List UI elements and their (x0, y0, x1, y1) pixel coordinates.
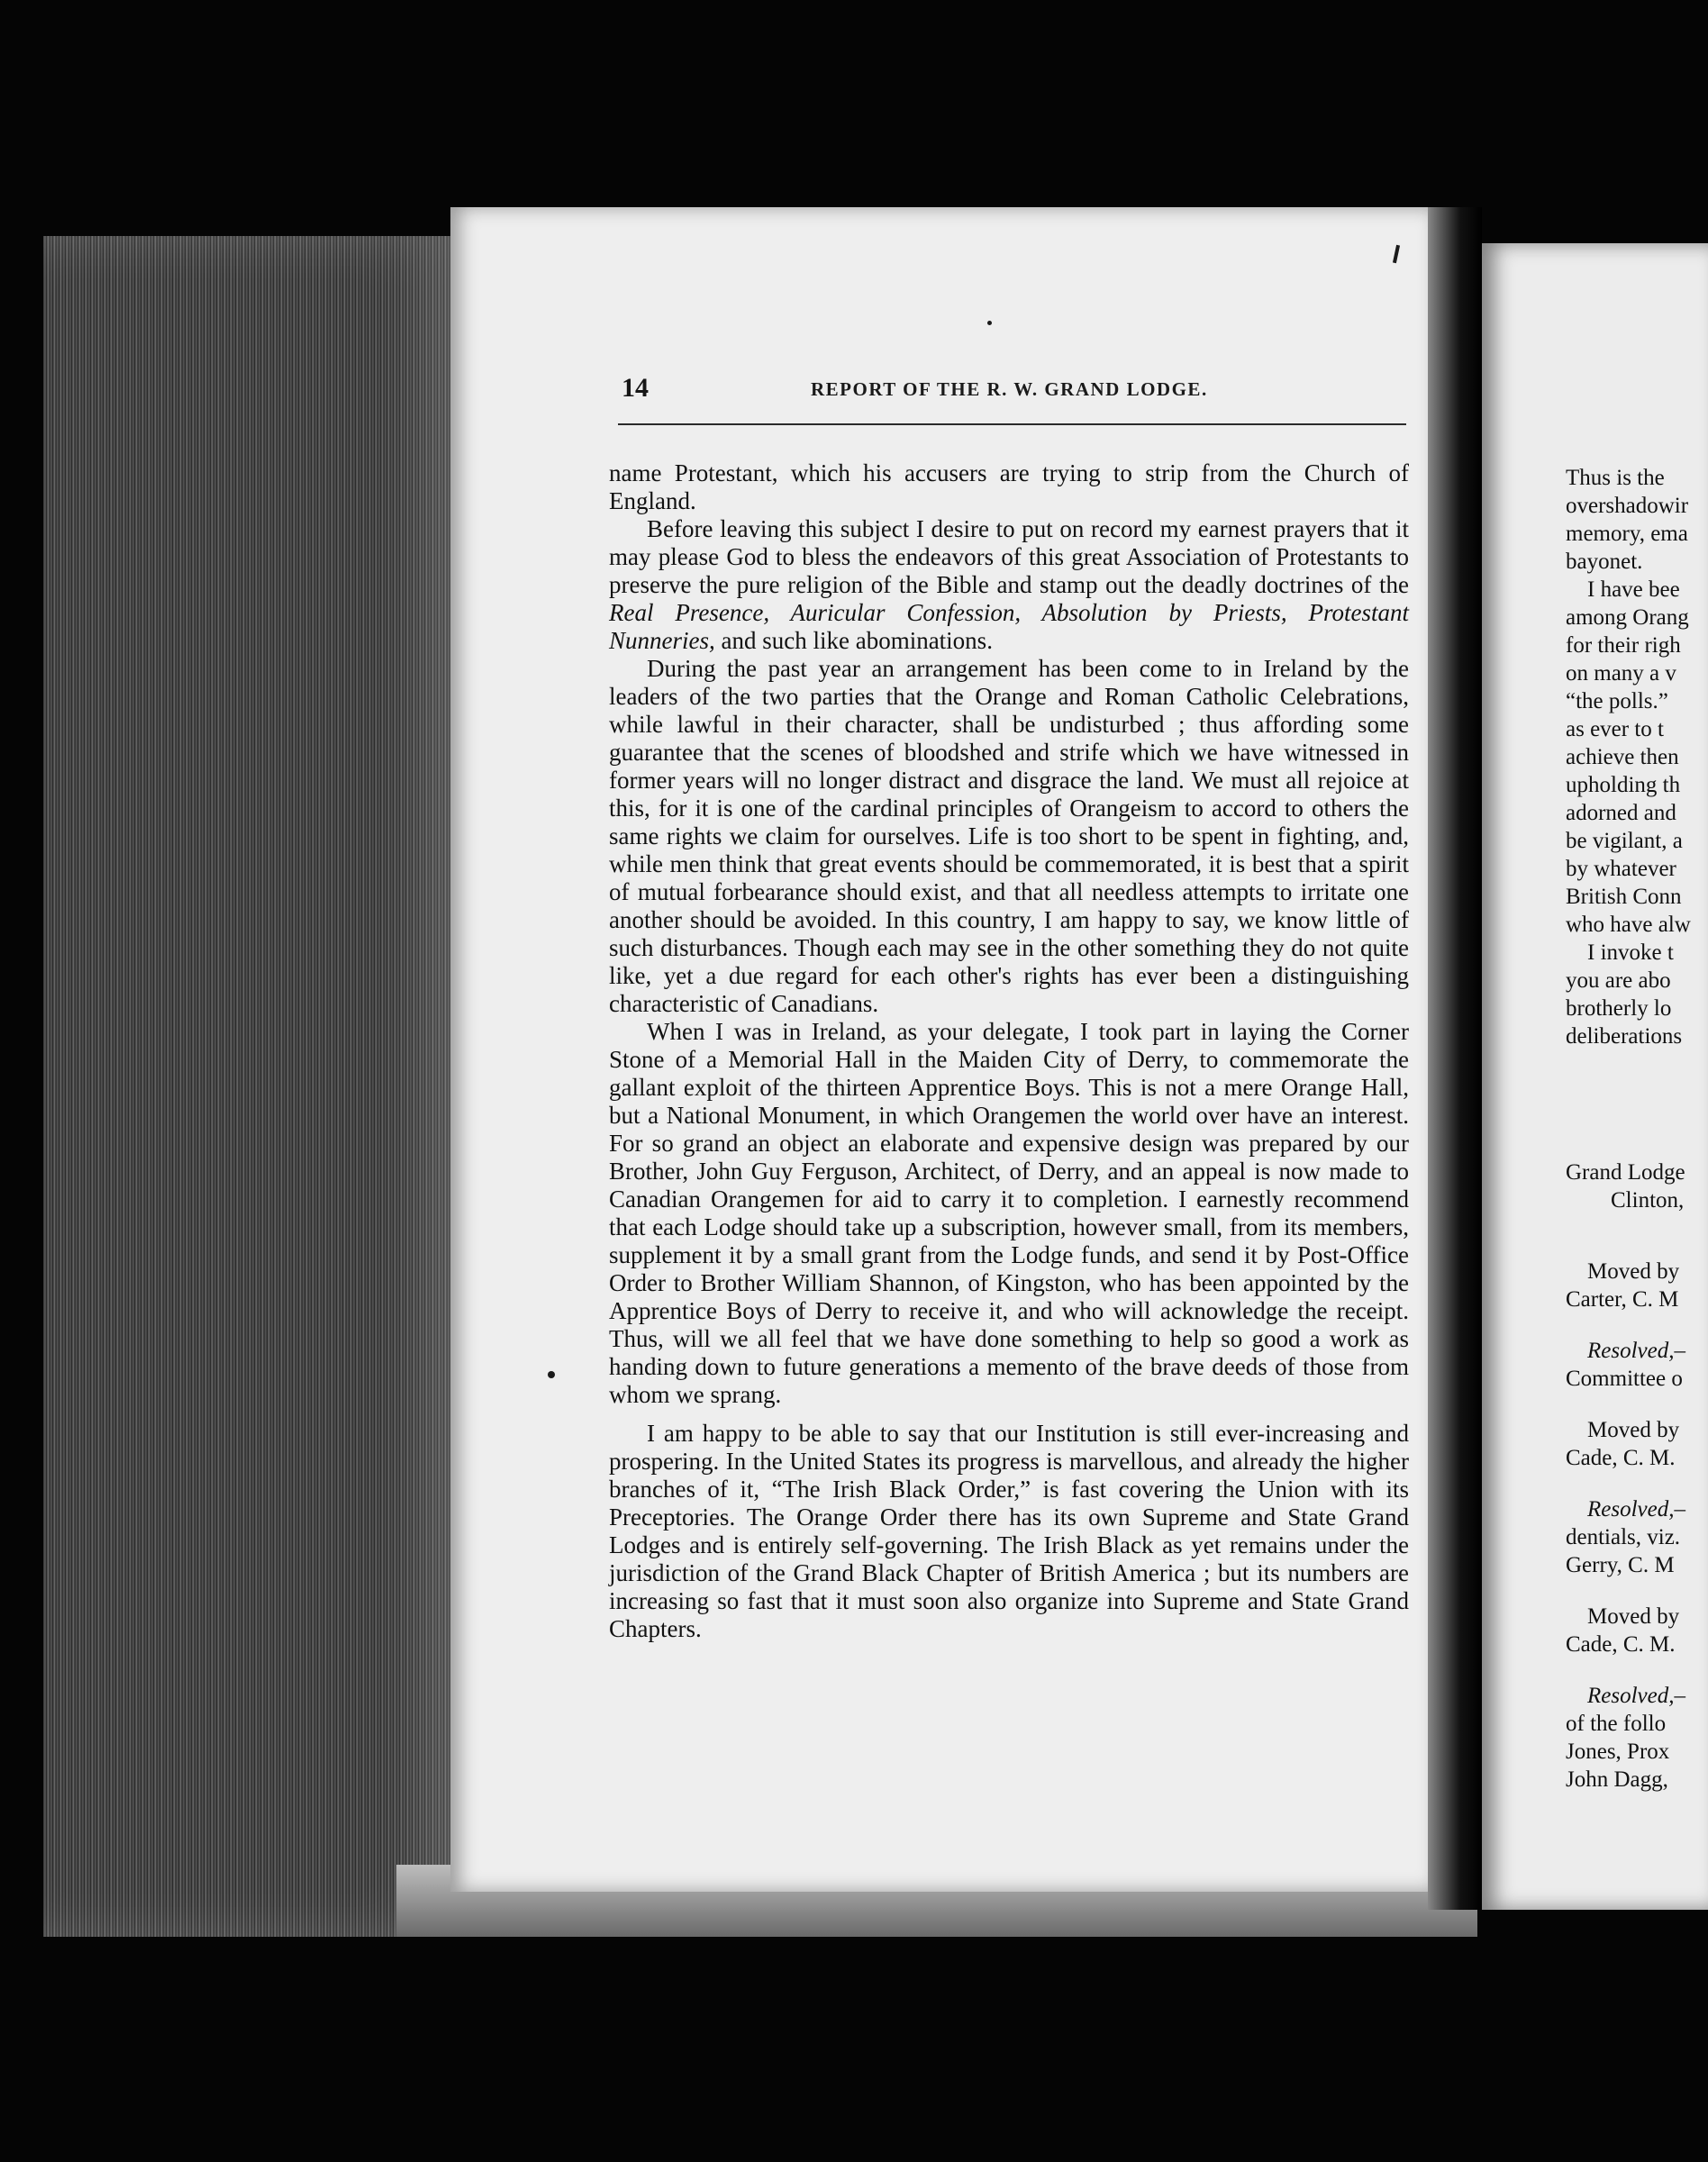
right-line (1566, 1495, 1708, 1523)
right-moved-2 (1566, 1416, 1708, 1472)
right-line: Carter, C. M (1566, 1287, 1679, 1312)
right-line: on many a v (1566, 661, 1676, 686)
right-line: be vigilant, a (1566, 829, 1683, 853)
book-page-edges (43, 236, 458, 1937)
right-line: for their righ (1566, 633, 1681, 658)
right-page-column (1566, 464, 1708, 1794)
right-line: upholding th (1566, 773, 1681, 797)
paragraph-2 (609, 515, 1409, 655)
running-head (622, 373, 1423, 409)
right-line: achieve then (1566, 745, 1679, 769)
right-line: Gerry, C. M (1566, 1553, 1675, 1577)
header-title: REPORT OF THE R. W. GRAND LODGE. (811, 378, 1208, 400)
right-line: overshadowir (1566, 494, 1689, 518)
right-moved-3 (1566, 1603, 1708, 1658)
right-line: by whatever (1566, 857, 1676, 881)
right-grand-lodge (1566, 1158, 1708, 1214)
right-line: “the polls.” (1566, 689, 1668, 713)
book-gutter (1428, 207, 1482, 1910)
right-line: Moved by (1587, 1259, 1680, 1284)
right-line: I invoke t (1587, 940, 1674, 965)
right-line: Moved by (1587, 1418, 1680, 1442)
paragraph-2-text-b: and such like abominations. (714, 627, 993, 654)
ink-speck (987, 321, 992, 325)
right-moved-1 (1566, 1258, 1708, 1313)
resolved-italic: Resolved,– (1587, 1497, 1685, 1522)
right-line: Cade, C. M. (1566, 1632, 1676, 1657)
paragraph-4: When I was in Ireland, as your delegate, I took part in laying the Corner Stone of a Memorial Hall in the Maiden City of Derry, to commemorate the gallant exploit of the thirteen Apprentice Boys. This is not a mere Orange Hall, but a National Monument, in which Orangemen the world over have an interest. For so grand an object an elaborate and expensive design was prepared by our Brother, John Guy Ferguson, Architect, of Derry, and an appeal is now made to Canadian Orangemen for aid to carry it to completion. I earnestly recommend that each Lodge should take up a subscription, however small, from its members, supplement it by a small grant from the Lodge funds, and send it by Post-Office Order to Brother William Shannon, of Kingston, who has been appointed by the Apprentice Boys of Derry to receive it, and who will acknowledge the receipt. Thus, will we all feel that we have done something to help so good a work as handing down to future generations a memento of the brave deeds of those from whom we sprang. (609, 1018, 1409, 1408)
right-line: Committee o (1566, 1367, 1683, 1391)
header-rule (618, 423, 1406, 425)
right-block-a (1566, 464, 1708, 576)
right-block-b (1566, 576, 1708, 939)
right-line (1566, 1682, 1708, 1710)
right-line: Jones, Prox (1566, 1740, 1670, 1764)
right-line: adorned and (1566, 801, 1676, 825)
right-line: dentials, viz. (1566, 1525, 1681, 1549)
page-number: 14 (622, 373, 649, 403)
right-line: Thus is the (1566, 466, 1665, 490)
right-line: among Orang (1566, 605, 1689, 630)
right-line: Cade, C. M. (1566, 1446, 1676, 1470)
right-line (1566, 1337, 1708, 1365)
right-line: British Conn (1566, 885, 1682, 909)
right-resolved-3 (1566, 1682, 1708, 1794)
right-line: bayonet. (1566, 550, 1643, 574)
right-line: memory, ema (1566, 522, 1688, 546)
ink-speck (548, 1371, 555, 1378)
right-line: brotherly lo (1566, 996, 1672, 1021)
right-line: Moved by (1587, 1604, 1680, 1629)
right-line: of the follo (1566, 1712, 1667, 1736)
right-line: deliberations (1566, 1024, 1683, 1049)
body-text (609, 459, 1409, 1643)
right-resolved-1 (1566, 1337, 1708, 1393)
right-resolved-2 (1566, 1495, 1708, 1579)
right-block-c (1566, 939, 1708, 1050)
paragraph-5: I am happy to be able to say that our Institution is still ever-increasing and prospering. In the United States its progress is marvellous, and already the higher branches of it, “The Irish Black Order,” is fast covering the Union with its Preceptories. The Orange Order there has its own Supreme and State Grand Lodges and is entirely self-governing. The Irish Black as yet remains under the jurisdiction of the Grand Black Chapter of British America ; but its numbers are increasing so fast that it must soon also organize into Supreme and State Grand Chapters. (609, 1420, 1409, 1642)
paragraph-1: name Protestant, which his accusers are trying to strip from the Church of England. (609, 459, 1409, 514)
right-line: you are abo (1566, 968, 1671, 993)
right-line: I have bee (1587, 577, 1680, 602)
right-line: Clinton, (1611, 1188, 1685, 1213)
right-line: Grand Lodge (1566, 1160, 1685, 1185)
paragraph-2-text-a: Before leaving this subject I desire to put on record my earnest prayers that it may please God to bless the endeavors of this great Association of Protestants to preserve the pure religion of the Bible and stamp out the deadly doctrines of the (609, 515, 1409, 598)
resolved-italic: Resolved,– (1587, 1684, 1685, 1708)
right-line: who have alw (1566, 913, 1691, 937)
right-line: John Dagg, (1566, 1767, 1668, 1792)
paragraph-2-italic: Real Presence, Auricular Confession, Absolution by Priests, Protestant Nunneries, (609, 599, 1409, 654)
paragraph-3: During the past year an arrangement has been come to in Ireland by the leaders of the two parties that the Orange and Roman Catholic Celebrations, while lawful in their character, shall be undisturbed ; thus affording some guarantee that the scenes of bloodshed and strife which we have witnessed in former years will no longer distract and disgrace the land. We must all rejoice at this, for it is one of the cardinal principles of Orangeism to accord to others the same rights we claim for ourselves. Life is too short to be spent in fighting, and, while men think that great events should be commemorated, it is best that a spirit of mutual forbearance should exist, and that all needless attempts to irritate one another should be avoided. In this country, I am happy to say, we know little of such disturbances. Though each may see in the other something they do not quite like, yet a due regard for each other's rights has ever been a distinguishing characteristic of Canadians. (609, 655, 1409, 1017)
right-line: as ever to t (1566, 717, 1664, 741)
resolved-italic: Resolved,– (1587, 1339, 1685, 1363)
